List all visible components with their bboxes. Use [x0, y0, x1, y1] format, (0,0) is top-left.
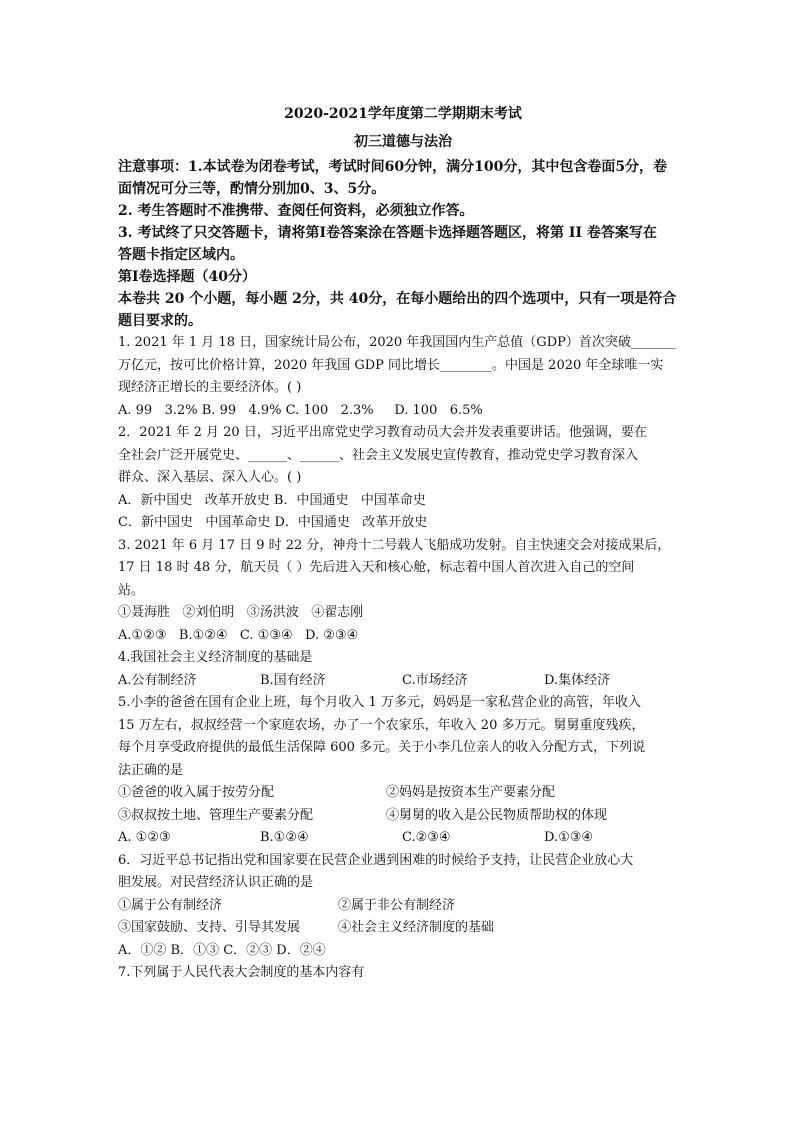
question-stem: 1. 2021 年 1 月 18 日，国家统计局公布，2020 年我国国内生产总值（GDP）首次突破_______ — [118, 335, 677, 350]
question-stem: 3. 2021 年 6 月 17 日 9 时 22 分，神舟十二号载人飞船成功发射。自主快速交会对接成果后， — [118, 537, 671, 553]
question-options: A．新中国史 改革开放史 B．中国通史 中国革命史 — [118, 492, 426, 508]
question-stem: 群众、深入基层、深入人心。( ) — [118, 470, 302, 485]
option-a: A.公有制经济 — [118, 672, 197, 688]
option-c: C.市场经济 — [402, 672, 468, 688]
question-options — [118, 827, 688, 850]
note-line: 面情况可分三等，酌情分别加0、3、5分。 — [118, 181, 386, 197]
question-options: A．①② B．①③ C．②③ D．②④ — [118, 942, 326, 958]
note-line: 2. 考生答题时不准携带、查阅任何资料，必须独立作答。 — [118, 203, 474, 219]
option-b: B.①②④ — [260, 830, 309, 845]
question-items: ①聂海胜 ②刘伯明 ③汤洪波 ④翟志刚 — [118, 605, 364, 620]
item-2: ②属于非公有制经济 — [338, 897, 456, 913]
question-options: A.①②③ B.①②④ C. ①③④ D. ②③④ — [118, 627, 359, 643]
section-heading: 第Ⅰ卷选择题（40分） — [118, 269, 257, 285]
exam-subject: 初三道德与法治 — [354, 134, 452, 150]
item-1: ①属于公有制经济 — [118, 897, 223, 913]
item-3: ③国家鼓励、支持、引导其发展 — [118, 920, 301, 935]
question-stem: 7.下列属于人民代表大会制度的基本内容有 — [118, 965, 365, 980]
question-options — [118, 670, 688, 693]
question-7 — [118, 962, 688, 985]
item-4: ④舅舅的收入是公民物质帮助权的体现 — [386, 807, 608, 823]
option-c: C.②③④ — [402, 830, 451, 845]
question-stem: 全社会广泛开展党史、______、______、社会主义发展史宣传教育，推动党史学习教育深入 — [118, 447, 639, 463]
note-line: 答题卡指定区域内。 — [118, 247, 244, 263]
item-3: ③叔叔按土地、管理生产要素分配 — [118, 807, 314, 823]
question-stem: 法正确的是 — [118, 762, 184, 778]
item-1: ①爸爸的收入属于按劳分配 — [118, 785, 275, 800]
question-stem: 6．习近平总书记指出党和国家要在民营企业遇到困难的时候给予支持，让民营企业放心大 — [118, 852, 634, 868]
question-stem: 胆发展。对民营经济认识正确的是 — [118, 875, 314, 890]
question-options: A. 99 3.2% B. 99 4.9% C. 100 2.3% D. 100 6.5% — [118, 402, 483, 418]
question-stem: 15 万左右，叔叔经营一个家庭农场，办了一个农家乐，年收入 20 多万元。舅舅重度残疾， — [118, 717, 645, 733]
question-stem: 4.我国社会主义经济制度的基础是 — [118, 650, 313, 665]
exam-page — [118, 96, 688, 985]
item-4: ④社会主义经济制度的基础 — [338, 920, 495, 935]
question-stem: 17 日 18 时 48 分，航天员（ ）先后进入天和核心舱，标志着中国人首次进入自己的空间 — [118, 560, 635, 575]
question-stem: 每个月享受政府提供的最低生活保障 600 多元。关于小李几位亲人的收入分配方式，下列说 — [118, 740, 646, 755]
question-items — [118, 895, 688, 940]
question-3 — [118, 535, 688, 648]
notes-block — [118, 156, 688, 266]
note-line: 3. 考试终了只交答题卡，请将第Ⅰ卷答案涂在答题卡选择题答题区，将第 II 卷答案写在 — [118, 225, 657, 241]
item-2: ②妈妈是按资本生产要素分配 — [386, 785, 556, 800]
option-d: D.集体经济 — [544, 672, 611, 688]
question-stem: 站。 — [118, 582, 145, 598]
question-2 — [118, 422, 688, 535]
question-6 — [118, 850, 688, 963]
question-stem: 5.小李的爸爸在国有企业上班，每个月收入 1 万多元，妈妈是一家私营企业的高管，年收入 — [118, 695, 641, 710]
option-d: D.①③④ — [544, 830, 594, 845]
question-stem: 2．2021 年 2 月 20 日，习近平出席党史学习教育动员大会并发表重要讲话。他强调，要在 — [118, 425, 647, 440]
question-5 — [118, 692, 688, 850]
exam-title: 2020-2021学年度第二学期期末考试 — [284, 106, 522, 122]
question-options: C．新中国史 中国革命史 D．中国通史 改革开放史 — [118, 515, 428, 530]
section-header — [118, 266, 688, 332]
section-instruction: 题目要求的。 — [118, 313, 202, 329]
option-b: B.国有经济 — [260, 672, 326, 688]
option-a: A. ①②③ — [118, 830, 171, 845]
question-1 — [118, 332, 688, 422]
note-line: 注意事项：1.本试卷为闭卷考试，考试时间60分钟，满分100分，其中包含卷面5分，卷 — [118, 159, 668, 175]
question-4 — [118, 647, 688, 692]
question-stem: 现经济正增长的主要经济体。( ) — [118, 380, 302, 395]
section-instruction: 本卷共 20 个小题，每小题 2分，共 40分，在每小题给出的四个选项中，只有一项是符合 — [118, 291, 677, 307]
question-stem: 万亿元，按可比价格计算，2020 年我国 GDP 同比增长________。中国是 2020 年全球唯一实 — [118, 357, 664, 373]
question-items — [118, 782, 688, 827]
